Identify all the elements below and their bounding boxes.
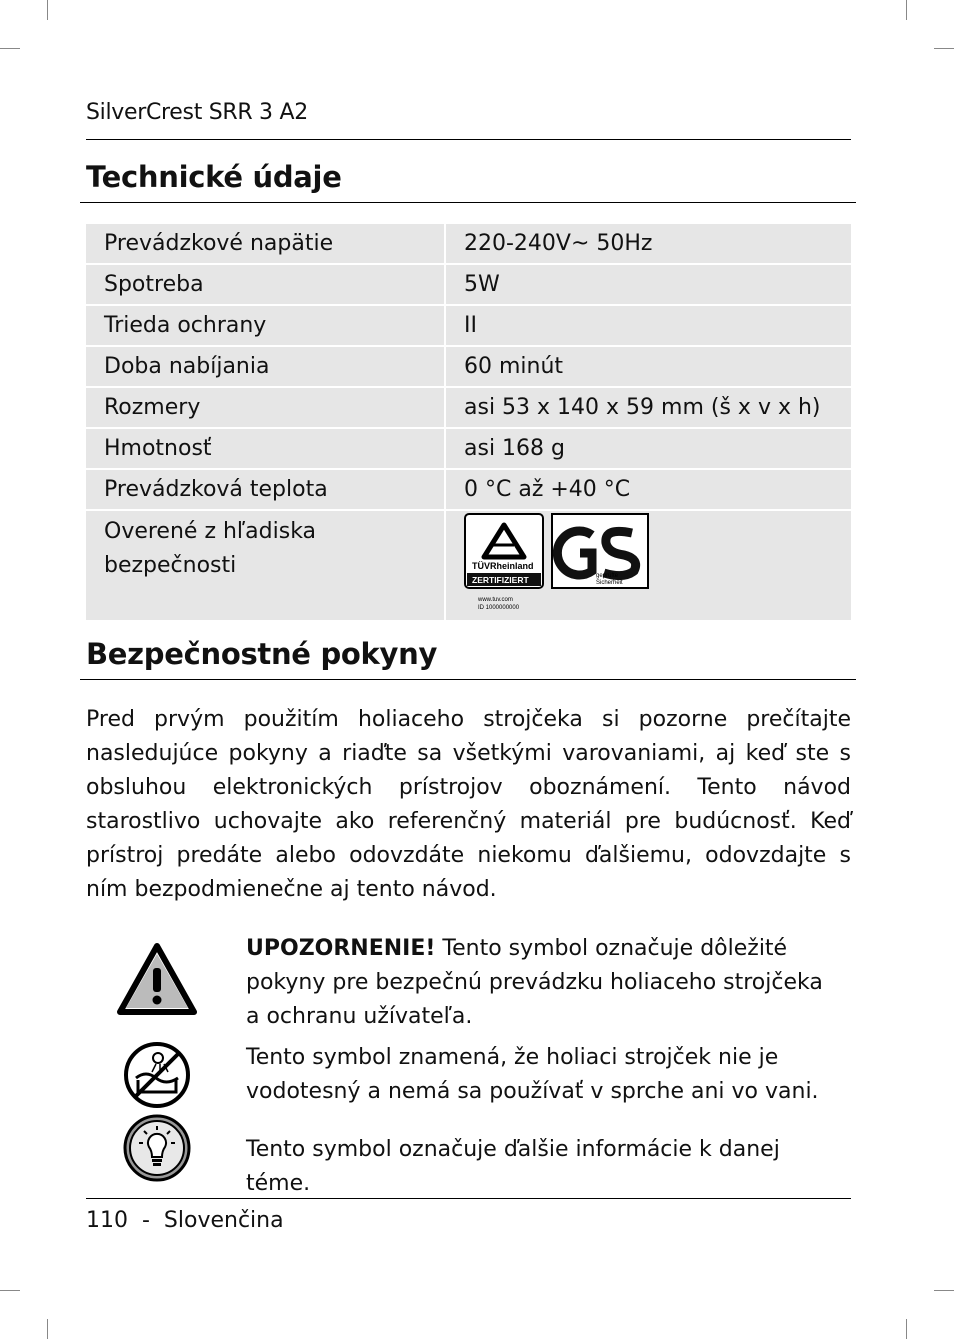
spec-value: asi 168 g bbox=[445, 428, 851, 469]
spec-label-line: bezpečnosti bbox=[104, 553, 237, 578]
spec-label: Hmotnosť bbox=[86, 428, 445, 469]
safety-intro-paragraph: Pred prvým použitím holiaceho strojčeka si pozorne prečítajte nasledujúce pokyny a riaďte sa všetkými varovaniami, aj keď ste s obsluhou elektronických prístrojov oboznámení. Tento návod starostlivo uchovajte ako referenčný materiál pre budúcnosť. Keď prístroj predáte alebo odovzdáte niekomu ďalšiemu, odovzdajte s ním bezpodmienečne aj tento návod. bbox=[86, 707, 851, 902]
spec-value: 60 minút bbox=[445, 346, 851, 387]
no-shower-bath-icon bbox=[122, 1040, 192, 1110]
crop-mark bbox=[934, 48, 954, 49]
crop-mark bbox=[47, 0, 48, 20]
water-note: Tento symbol znamená, že holiaci strojček nie je vodotesný a nemá sa používať v sprche ani vo vani. bbox=[246, 1045, 819, 1104]
tuv-rheinland-logo bbox=[465, 514, 543, 588]
tuv-band-text: ZERTIFIZIERT bbox=[472, 575, 529, 585]
spec-value: 220-240V~ 50Hz bbox=[445, 224, 851, 264]
spec-value: II bbox=[445, 305, 851, 346]
header-rule bbox=[86, 139, 851, 140]
info-note: Tento symbol označuje ďalšie informácie k danej téme. bbox=[246, 1137, 780, 1196]
table-row bbox=[86, 469, 851, 510]
technical-data-heading: Technické údaje bbox=[86, 160, 342, 194]
footer-rule bbox=[86, 1198, 851, 1199]
crop-mark bbox=[47, 1319, 48, 1339]
heading-rule bbox=[80, 679, 856, 680]
spec-label: Prevádzkové napätie bbox=[86, 224, 445, 264]
spec-label: Spotreba bbox=[86, 264, 445, 305]
document-header: SilverCrest SRR 3 A2 bbox=[86, 100, 308, 125]
spec-label: Rozmery bbox=[86, 387, 445, 428]
gs-mark-logo bbox=[552, 514, 648, 588]
crop-mark bbox=[934, 1290, 954, 1291]
crop-mark bbox=[906, 0, 907, 20]
table-row bbox=[86, 264, 851, 305]
table-row bbox=[86, 346, 851, 387]
cert-small-text: www.tuv.com bbox=[478, 597, 513, 603]
warning-triangle-icon bbox=[116, 942, 198, 1016]
spec-value: asi 53 x 140 x 59 mm (š x v x h) bbox=[445, 387, 851, 428]
warning-label: UPOZORNENIE! bbox=[246, 936, 436, 961]
spec-table bbox=[86, 224, 851, 622]
heading-rule bbox=[80, 202, 856, 203]
crop-mark bbox=[0, 1290, 20, 1291]
spec-label: Trieda ochrany bbox=[86, 305, 445, 346]
spec-label bbox=[86, 510, 445, 621]
spec-label-line: Overené z hľadiska bbox=[104, 519, 317, 544]
crop-mark bbox=[0, 48, 20, 49]
spec-label: Prevádzková teplota bbox=[86, 469, 445, 510]
certification-marks bbox=[464, 513, 664, 611]
table-row bbox=[86, 305, 851, 346]
cert-small-text: ID 1000000000 bbox=[478, 605, 520, 611]
table-row bbox=[86, 387, 851, 428]
gs-caption: Sicherheit bbox=[596, 580, 623, 586]
tuv-brand-text: TÜVRheinland bbox=[472, 561, 534, 571]
safety-heading: Bezpečnostné pokyny bbox=[86, 637, 438, 671]
lightbulb-info-icon bbox=[122, 1113, 192, 1183]
warning-text: Tento symbol označuje dôležité pokyny pre bezpečnú prevádzku holiaceho strojčeka a ochranu užívateľa. bbox=[246, 936, 823, 1029]
gs-caption: geprüfte bbox=[596, 573, 619, 579]
crop-mark bbox=[906, 1319, 907, 1339]
spec-value: 5W bbox=[445, 264, 851, 305]
warning-note bbox=[246, 932, 826, 1034]
spec-label: Doba nabíjania bbox=[86, 346, 445, 387]
table-row bbox=[86, 428, 851, 469]
table-row bbox=[86, 510, 851, 621]
table-row bbox=[86, 224, 851, 264]
spec-value: 0 °C až +40 °C bbox=[445, 469, 851, 510]
certification-logos bbox=[445, 510, 851, 621]
page-footer: 110 - Slovenčina bbox=[86, 1208, 284, 1233]
